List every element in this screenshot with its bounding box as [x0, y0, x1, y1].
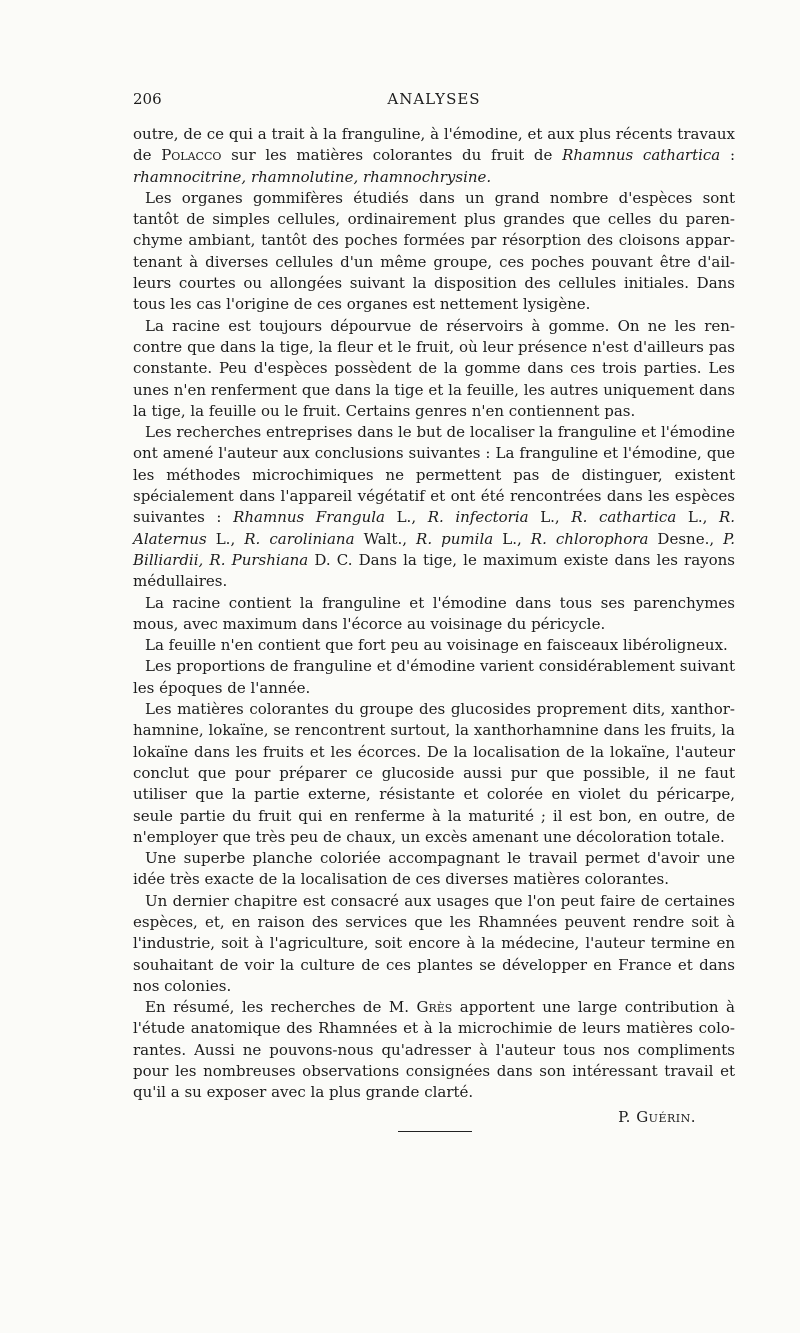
text-run: L., [528, 508, 572, 527]
italic-text: R. Alaternus [133, 508, 736, 548]
paragraph [133, 997, 735, 1103]
signature-surname: Guérin. [636, 1108, 696, 1126]
text-run: Les organes gommifères étudiés dans un grand nombre d'espèces sont tantôt de simples cellules, ordinairement plus grandes que celles du parenchyme ambiant, tantôt des poches formées par résorption des cloisons appartenant à diverses cellules d'un même groupe, ces poches pouvant être d'ailleurs courtes ou allongées suivant la disposition des cellules initiales. Dans tous les cas l'origine de ces organes est nettement lysigène. [133, 188, 735, 314]
italic-text: R. infectoria [427, 508, 529, 527]
page-header [133, 90, 735, 110]
text-run: L., [493, 529, 531, 548]
author-signature [500, 1108, 696, 1126]
paragraph [133, 316, 735, 422]
italic-text: Rhamnus cathartica [562, 146, 721, 165]
text-run: D. C. Dans la tige, le maximum existe dans les rayons médullaires. [133, 550, 735, 591]
running-title: ANALYSES [387, 90, 481, 108]
paragraph [133, 656, 735, 699]
end-rule [398, 1131, 472, 1132]
text-run: Les proportions de franguline et d'émodine varient considérablement suivant les époques de l'année. [133, 657, 735, 697]
italic-text: rhamnocitrine, rhamnolutine, rhamnochrysine. [133, 167, 492, 186]
text-run: La racine contient la franguline et l'émodine dans tous ses parenchymes mous, avec maximum dans l'écorce au voisinage du péricycle. [133, 593, 735, 633]
paragraph [133, 188, 735, 316]
signature-initial: P. [618, 1108, 631, 1126]
text-run: : [720, 146, 736, 165]
paragraph [133, 124, 735, 188]
paragraph [133, 891, 735, 997]
text-run: outre, de ce qui a trait à la franguline, à l'émodine, et aux plus récents travaux de [133, 125, 735, 165]
italic-text: R. pumila [416, 529, 494, 548]
italic-text: Rhamnus Frangula [233, 508, 385, 527]
page-number: 206 [133, 90, 162, 108]
text-run: L., [206, 529, 245, 548]
text-run: En résumé, les recherches de M. [145, 998, 417, 1017]
italic-text: R. caroliniana [244, 529, 355, 548]
text-run: Une superbe planche coloriée accompagnant le travail permet d'avoir une idée très exacte de la localisation de ces diverses matières colorantes. [133, 849, 735, 889]
text-run: L., [676, 508, 719, 527]
text-run: Walt., [354, 529, 417, 548]
paragraph [133, 699, 735, 848]
text-run: Les matières colorantes du groupe des glucosides proprement dits, xanthorhamnine, lokaïne, se rencontrent surtout, la xanthorhamnine dans les fruits, la lokaïne dans les fruits et les écorces. De la localisation de la lokaïne, l'auteur conclut que pour préparer ce glucoside aussi pur que possible, il ne faut utiliser que la partie externe, résistante et colorée en violet du péricarpe, seule partie du fruit qui en renferme à la maturité ; il est bon, en outre, de n'employer que très peu de chaux, un excès amenant une décoloration totale. [133, 700, 735, 846]
text-run: L., [385, 508, 428, 527]
small-caps-text: Grès [416, 998, 453, 1017]
small-caps-text: Polacco [161, 146, 222, 165]
text-run: Les recherches entreprises dans le but de localiser la franguline et l'émodine ont amené l'auteur aux conclusions suivantes : La franguline et l'émodine, que les méthodes microchimiques ne permettent pas de distinguer, existent spécialement dans l'appareil végétatif et ont été rencontrées dans les espèces suivantes : [133, 423, 735, 527]
text-run: Un dernier chapitre est consacré aux usages que l'on peut faire de certaines espèces, et, en raison des services que les Rhamnées peuvent rendre soit à l'industrie, soit à l'agriculture, soit encore à la médecine, l'auteur termine en souhaitant de voir la culture de ces plantes se développer en France et dans nos colonies. [133, 891, 735, 995]
paragraph [133, 422, 735, 592]
text-run: La racine est toujours dépourvue de réservoirs à gomme. On ne les rencontre que dans la tige, la fleur et le fruit, où leur présence n'est d'ailleurs pas constante. Peu d'espèces possèdent de la gomme dans ces trois parties. Les unes n'en renferment que dans la tige et la feuille, les autres uniquement dans la tige, la feuille ou le fruit. Certains genres n'en contiennent pas. [133, 316, 735, 420]
text-run: sur les matières colorantes du fruit de [221, 146, 563, 165]
paragraph [133, 635, 735, 656]
italic-text: R. chlorophora [530, 529, 649, 548]
italic-text: R. cathartica [571, 508, 677, 527]
text-run: Desne., [648, 529, 724, 548]
paragraph [133, 848, 735, 891]
paragraph [133, 593, 735, 636]
article-body [133, 124, 735, 1104]
text-run: apportent une large contribution à l'étude anatomique des Rhamnées et à la microchimie de leurs matières colorantes. Aussi ne pouvons-nous qu'adresser à l'auteur tous nos compliments pour les nombreuses observations consignées dans son intéressant travail et qu'il a su exposer avec la plus grande clarté. [133, 998, 735, 1102]
text-run: La feuille n'en contient que fort peu au voisinage en faisceaux libéroligneux. [145, 636, 728, 655]
italic-text: P. Billiardii, R. Purshiana [133, 529, 735, 569]
